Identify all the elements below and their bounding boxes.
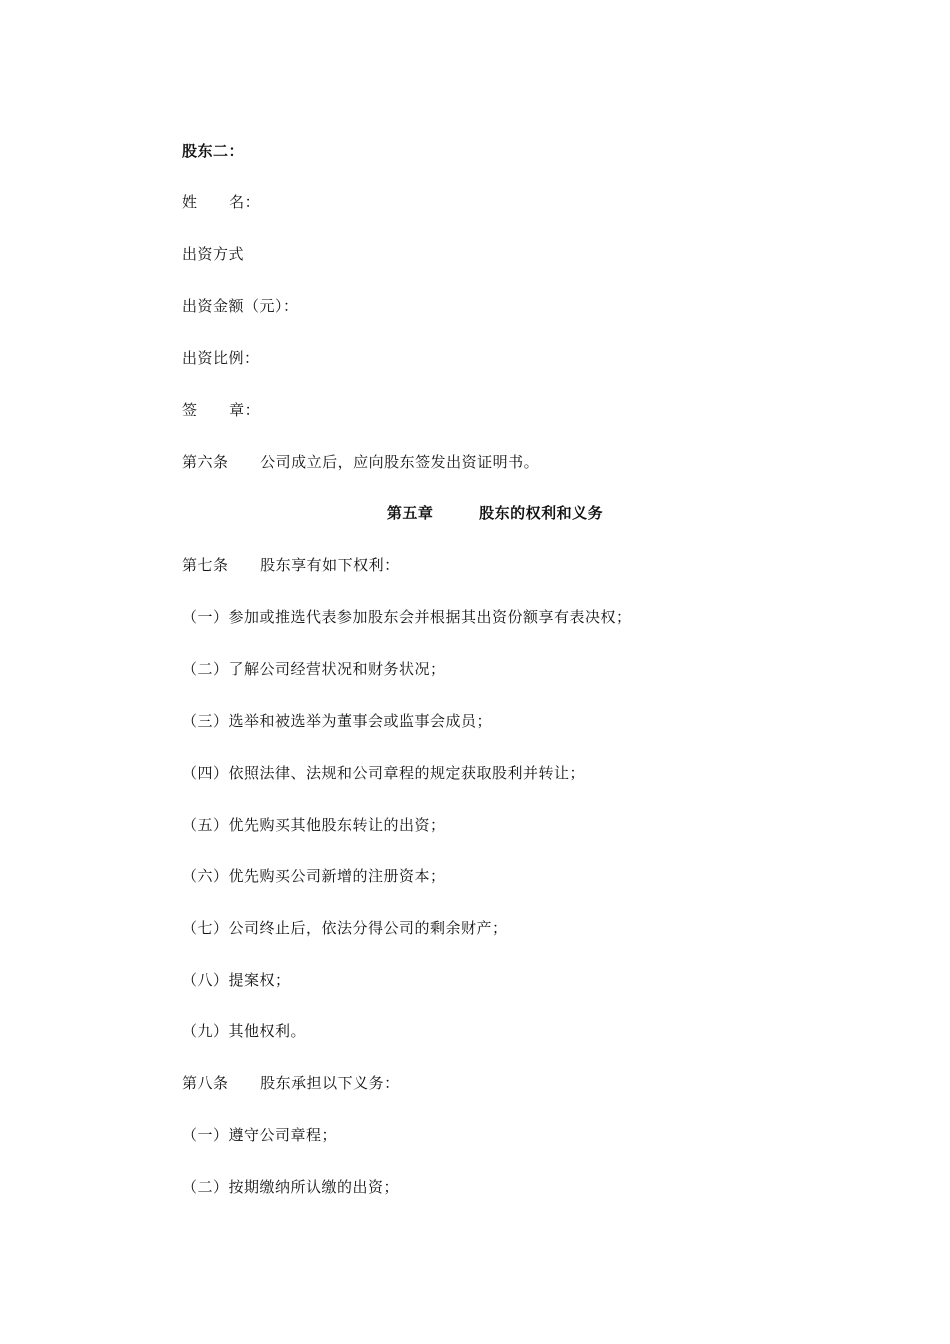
obligation-item: （二）按期缴纳所认缴的出资； <box>182 1178 400 1196</box>
field-contribution-method: 出资方式 <box>182 245 245 263</box>
right-item: （五）优先购买其他股东转让的出资； <box>182 816 446 834</box>
article-6: 第六条 公司成立后，应向股东签发出资证明书。 <box>182 453 540 471</box>
shareholder-heading: 股东二： <box>182 142 245 160</box>
chapter-5-title: 第五章 股东的权利和义务 <box>386 504 604 522</box>
right-item: （九）其他权利。 <box>182 1022 307 1040</box>
right-item: （一）参加或推选代表参加股东会并根据其出资份额享有表决权； <box>182 608 632 626</box>
field-signature: 签 章： <box>182 401 261 419</box>
field-name: 姓 名： <box>182 193 261 211</box>
article-7: 第七条 股东享有如下权利： <box>182 556 400 574</box>
field-contribution-amount: 出资金额（元）： <box>182 297 299 315</box>
right-item: （七）公司终止后，依法分得公司的剩余财产； <box>182 919 508 937</box>
right-item: （四）依照法律、法规和公司章程的规定获取股利并转让； <box>182 764 586 782</box>
obligation-item: （一）遵守公司章程； <box>182 1126 338 1144</box>
article-8: 第八条 股东承担以下义务： <box>182 1074 400 1092</box>
right-item: （二）了解公司经营状况和财务状况； <box>182 660 446 678</box>
field-contribution-ratio: 出资比例： <box>182 349 260 367</box>
right-item: （六）优先购买公司新增的注册资本； <box>182 867 446 885</box>
right-item: （三）选举和被选举为董事会或监事会成员； <box>182 712 493 730</box>
right-item: （八）提案权； <box>182 971 291 989</box>
